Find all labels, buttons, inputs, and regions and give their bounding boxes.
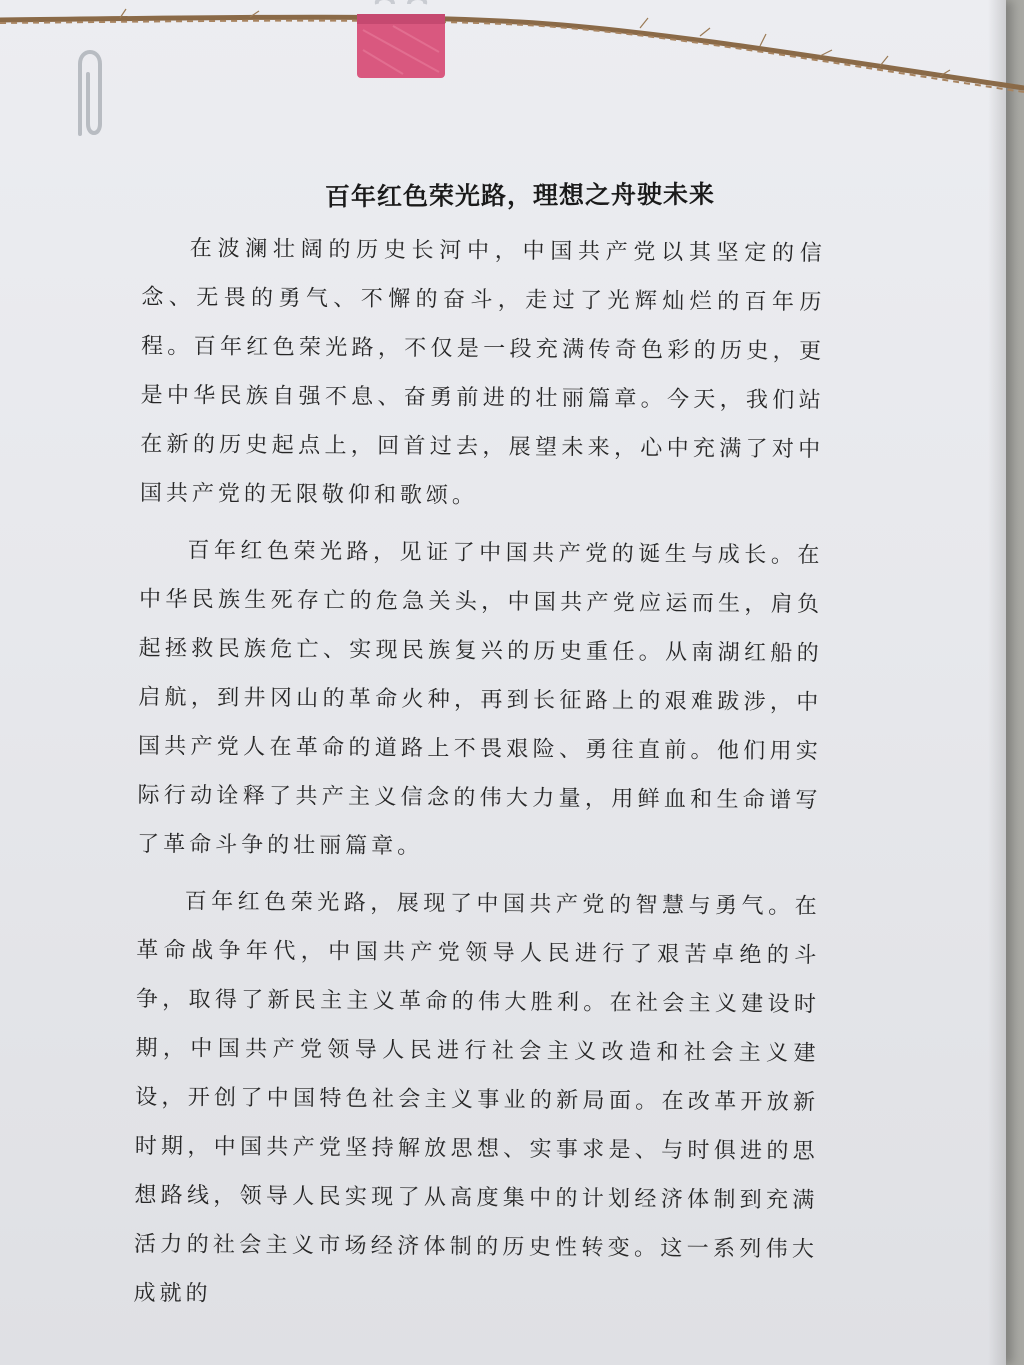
- document-body: [133, 224, 826, 1331]
- paperclip: [68, 44, 108, 144]
- paragraph-1: 在波澜壮阔的历史长河中，中国共产党以其坚定的信念、无畏的勇气、不懈的奋斗，走过了光辉灿烂的百年历程。百年红色荣光路，不仅是一段充满传奇色彩的历史，更是中华民族自强不息、奋勇前进的壮丽篇章。今天，我们站在新的历史起点上，回首过去，展望未来，心中充满了对中国共产党的无限敬仰和歌颂。: [139, 236, 826, 509]
- paragraph-3: 百年红色荣光路，展现了中国共产党的智慧与勇气。在革命战争年代，中国共产党领导人民进行了艰苦卓绝的斗争，取得了新民主主义革命的伟大胜利。在社会主义建设时期，中国共产党领导人民进行社会主义改造和社会主义建设，开创了中国特色社会主义事业的新局面。在改革开放新时期，中国共产党坚持解放思想、实事求是、与时俱进的思想路线，领导人民实现了从高度集中的计划经济体制到充满活力的社会主义市场经济体制的历史性转变。这一系列伟大成就的: [133, 889, 821, 1307]
- document-title: 百年红色荣光路，理想之舟驶未来: [324, 179, 716, 212]
- binder-clip: [353, 0, 449, 82]
- paragraph-2: 百年红色荣光路，见证了中国共产党的诞生与成长。在中华民族生死存亡的危急关头，中国共产党应运而生，肩负起拯救民族危亡、实现民族复兴的历史重任。从南湖红船的启航，到井冈山的革命火种，再到长征路上的艰难跋涉，中国共产党人在革命的道路上不畏艰险、勇往直前。他们用实际行动诠释了共产主义信念的伟大力量，用鲜血和生命谱写了革命斗争的壮丽篇章。: [137, 538, 824, 860]
